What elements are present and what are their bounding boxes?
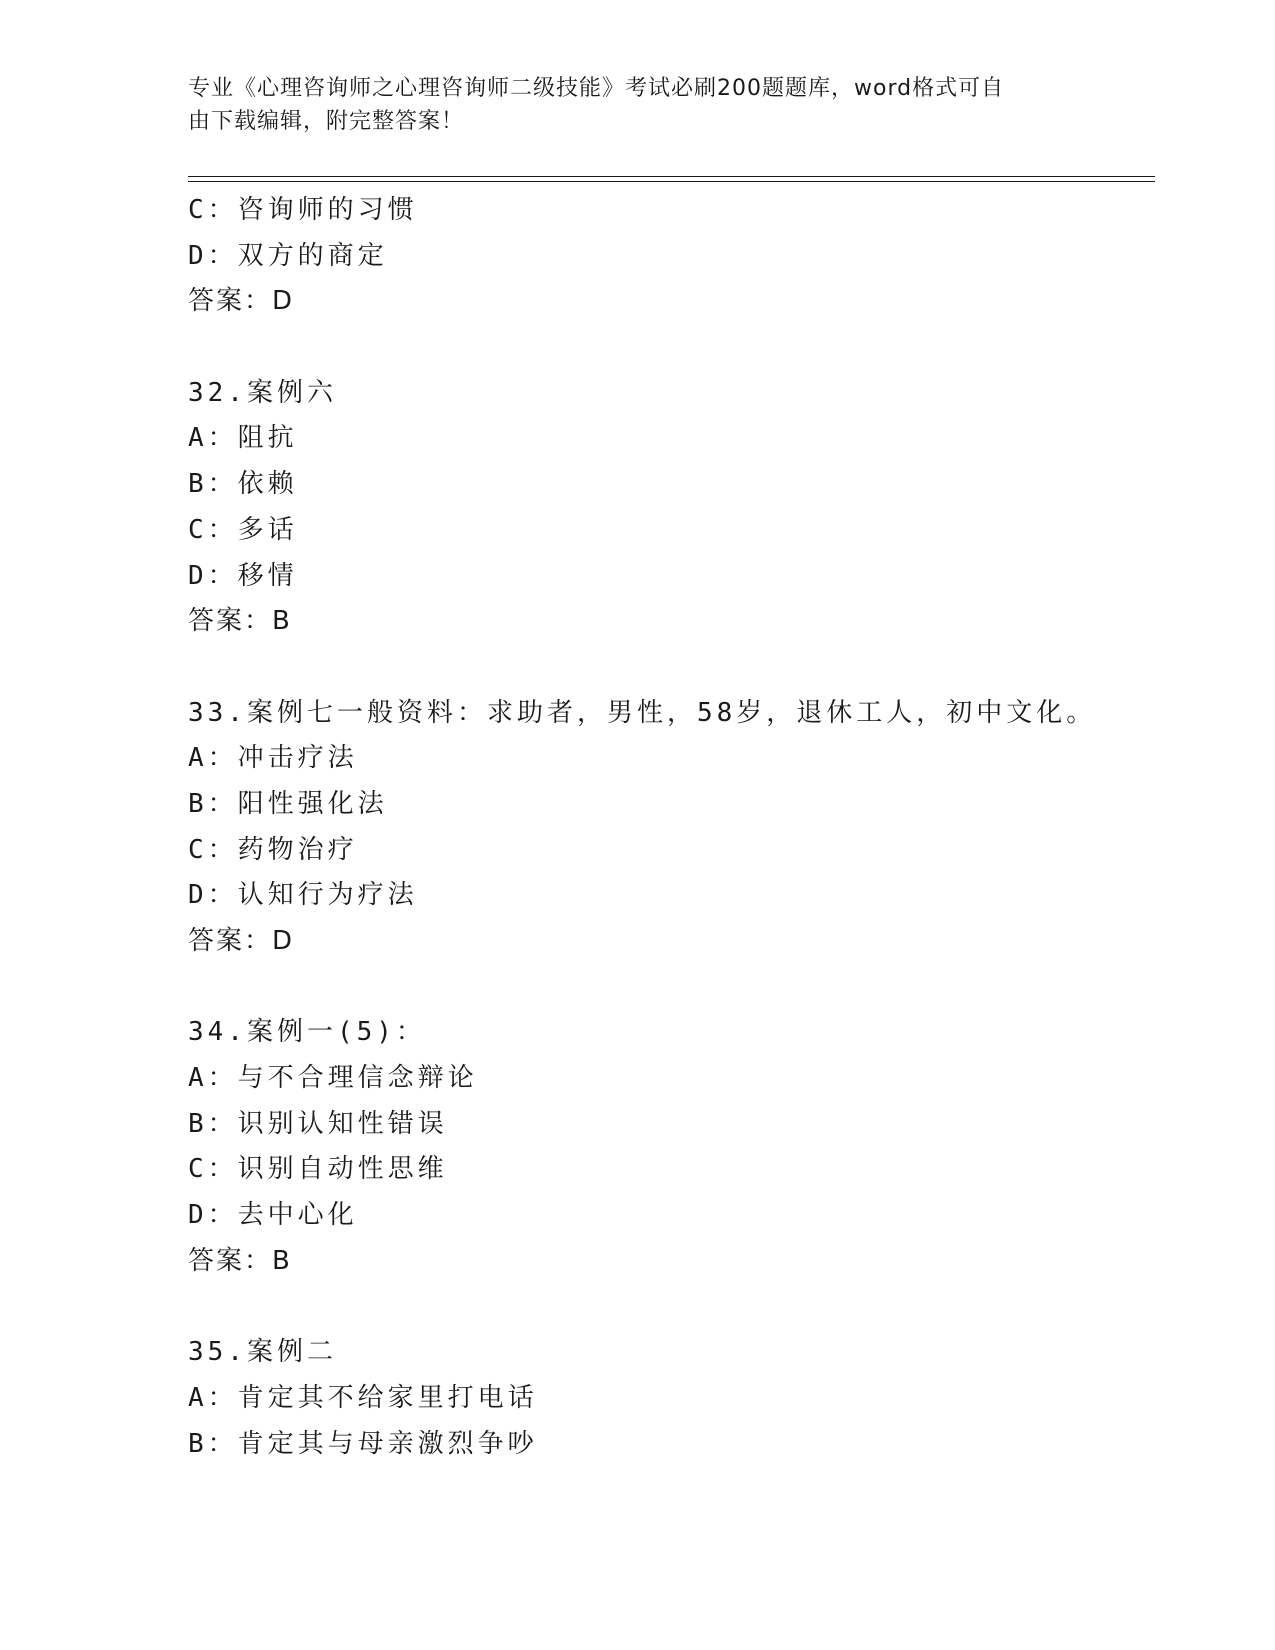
answer-option: C：药物治疗 — [188, 834, 358, 865]
question-title: 35.案例二 — [188, 1337, 337, 1368]
answer-key: 答案：B — [188, 1245, 292, 1276]
question-title: 34.案例一(5)： — [188, 1017, 426, 1048]
answer-option: C：识别自动性思维 — [188, 1154, 448, 1185]
spacer — [188, 645, 1155, 691]
answer-option: C：多话 — [188, 514, 298, 545]
spacer — [188, 325, 1155, 371]
answer-option: D：双方的商定 — [188, 240, 388, 271]
answer-key: 答案：D — [188, 286, 295, 317]
answer-option: B：识别认知性错误 — [188, 1108, 448, 1139]
spacer — [188, 965, 1155, 1011]
answer-option: B：阳性强化法 — [188, 788, 388, 819]
answer-option: D：移情 — [188, 560, 298, 591]
answer-option: C：咨询师的习惯 — [188, 195, 418, 225]
question-title: 32.案例六 — [188, 377, 337, 408]
answer-option: A：与不合理信念辩论 — [188, 1063, 478, 1094]
answer-option: B：依赖 — [188, 469, 298, 500]
answer-option: A：冲击疗法 — [188, 743, 358, 774]
spacer — [188, 1285, 1155, 1331]
answer-key: 答案：B — [188, 606, 292, 637]
header-divider-top — [188, 176, 1155, 177]
answer-option: B：肯定其与母亲激烈争吵 — [188, 1428, 538, 1459]
answer-option: A：阻抗 — [188, 423, 298, 454]
header-line-2: 由下载编辑，附完整答案！ — [188, 109, 465, 134]
answer-option: D：认知行为疗法 — [188, 880, 418, 911]
answer-option: D：去中心化 — [188, 1200, 358, 1231]
header-line-1: 专业《心理咨询师之心理咨询师二级技能》考试必刷200题题库，word格式可自 — [188, 76, 1005, 101]
question-title: 33.案例七一般资料：求助者，男性，58岁，退休工人，初中文化。 — [188, 697, 1097, 728]
answer-option: A：肯定其不给家里打电话 — [188, 1382, 538, 1413]
answer-key: 答案：D — [188, 926, 295, 956]
header-divider-bottom — [188, 181, 1155, 182]
document-header — [188, 72, 1088, 138]
question-list — [188, 188, 1155, 1467]
